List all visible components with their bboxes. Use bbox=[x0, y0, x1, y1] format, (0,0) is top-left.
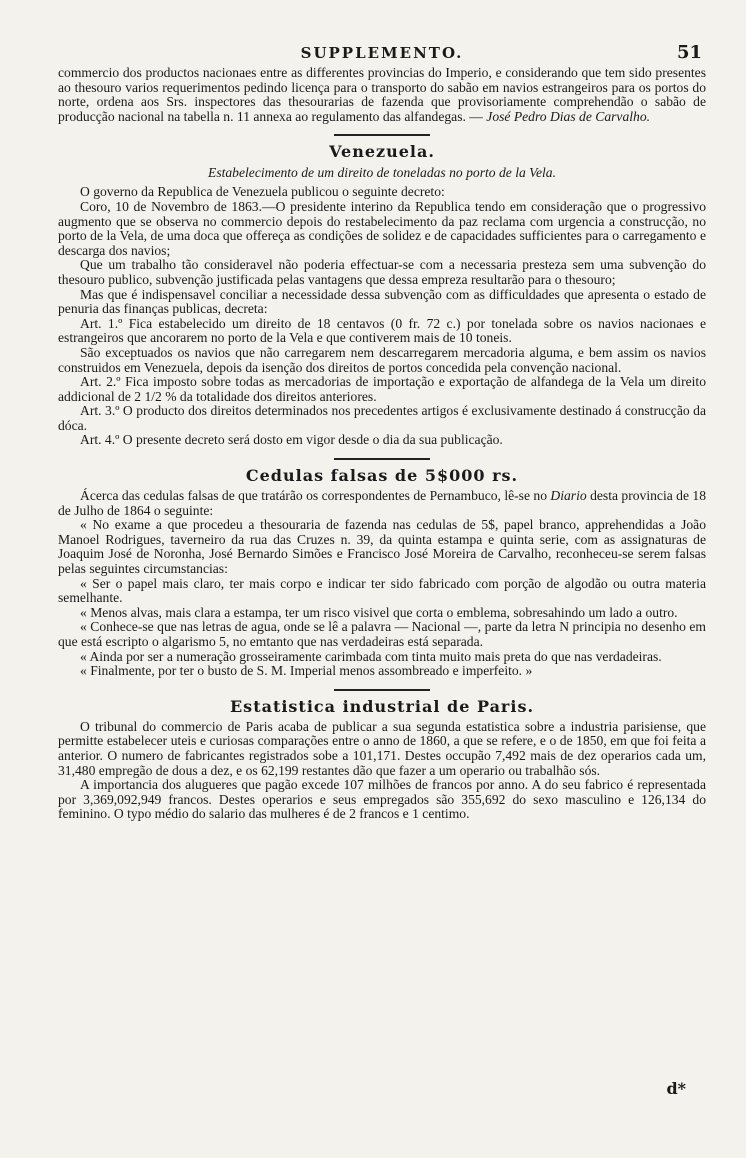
venezuela-article: Art. 3.º O producto dos direitos determinados nos precedentes artigos é exclusivamente destinado á construcção da dóca. bbox=[58, 403, 706, 433]
cedulas-paragraph: « Ainda por ser a numeração grosseiramente carimbada com tinta muito mais preta do que nas verdadeiras. bbox=[80, 648, 662, 664]
cedulas-paragraph: « Conhece-se que nas letras de agua, onde se lê a palavra — Nacional —, parte da letra N principia no desenho em que está escripto o algarismo 5, no emtanto que nas verdadeiras está separada. bbox=[58, 619, 706, 649]
estatistica-paragraph: A importancia dos alugueres que pagão excede 107 milhões de francos por anno. A do seu fabrico é representada por 3,369,092,949 francos. Destes operarios e seus empregados são 355,692 do sexo masculino e 126,134 do feminino. O typo médio do salario das mulheres é de 2 francos e 1 centimo. bbox=[58, 777, 706, 822]
signature-mark: d* bbox=[666, 1079, 686, 1098]
venezuela-title: Venezuela. bbox=[329, 142, 435, 162]
cedulas-intro-before: Ácerca das cedulas falsas de que tratárão os correspondentes de Pernambuco, lê-se no bbox=[80, 488, 547, 504]
venezuela-paragraph: O governo da Republica de Venezuela publicou o seguinte decreto: bbox=[80, 184, 445, 200]
section-divider bbox=[334, 689, 430, 691]
cedulas-paragraph: « Menos alvas, mais clara a estampa, ter um risco visivel que corta o emblema, sobresahindo um lado a outro. bbox=[80, 604, 678, 620]
running-header bbox=[58, 44, 706, 66]
venezuela-paragraph: Que um trabalho tão consideravel não poderia effectuar-se com a necessaria presteza sem uma subvenção do thesouro publico, subvenção justificada pelas vantagens que dessa empreza resultarão para o thesouro; bbox=[58, 257, 706, 287]
cedulas-paragraph: « Finalmente, por ter o busto de S. M. Imperial menos assombreado e imperfeito. » bbox=[80, 663, 533, 679]
cedulas-paragraph: « No exame a que procedeu a thesouraria de fazenda nas cedulas de 5$, papel branco, apprehendidas a João Manoel Rodrigues, taverneiro da rua das Cruzes n. 39, da quinta estampa e quinta serie, com as assignaturas de Joaquim José de Noronha, José Bernardo Simões e Francisco José Moreira de Carvalho, reconheceu-se serem falsas pelas seguintes circumstancias: bbox=[58, 517, 706, 577]
diario-title: Diario bbox=[550, 488, 587, 504]
venezuela-paragraph: Mas que é indispensavel conciliar a necessidade dessa subvenção com as difficuldades que apresenta o estado de penuria das finanças publicas, decreta: bbox=[58, 286, 706, 317]
cedulas-paragraph: « Ser o papel mais claro, ter mais corpo e indicar ter sido fabricado com porção de algodão ou outra materia semelhante. bbox=[58, 575, 706, 606]
venezuela-subtitle: Estabelecimento de um direito de toneladas no porto de la Vela. bbox=[208, 165, 556, 181]
venezuela-article: Art. 1.º Fica estabelecido um direito de 18 centavos (0 fr. 72 c.) por tonelada sobre os navios nacionaes e estrangeiros que ancorarem no porto de la Vela e que contiverem mais de 10 toneis. bbox=[58, 315, 706, 346]
venezuela-article: Art. 4.º O presente decreto será dosto em vigor desde o dia da sua publicação. bbox=[80, 432, 503, 448]
intro-text: commercio dos productos nacionaes entre as differentes provincias do Imperio, e considerando que tem sido presentes ao thesouro varios requerimentos pedindo licença para o transporto do sabão em navios estrangeiros para os portos do norte, ordena aos Srs. inspectores das thesourarias de fazenda que provisoriamente comprehendão o sabão de producção nacional na tabella n. 11 annexa ao regulamento das alfandegas. — bbox=[58, 65, 706, 124]
cedulas-title: Cedulas falsas de 5$000 rs. bbox=[245, 466, 519, 486]
page-number: 51 bbox=[676, 42, 702, 63]
intro-author: José Pedro Dias de Carvalho. bbox=[486, 108, 651, 124]
cedulas-intro bbox=[58, 489, 706, 518]
estatistica-paragraph: O tribunal do commercio de Paris acaba de publicar a sua segunda estatistica sobre a industria parisiense, que permitte estabelecer uteis e curiosas comparações entre o anno de 1860, a que se refere, e o de 1850, em que foi feita a anterior. O numero de fabricantes registrados sobe a 101,171. Destes occupão 7,492 mais de dez operarios cada um, 31,480 empregão de dous a dez, e os 62,199 restantes dão que fazer a um operario ou trabalhão sós. bbox=[58, 718, 706, 778]
venezuela-paragraph: Coro, 10 de Novembro de 1863.—O presidente interino da Republica tendo em consideração que o progressivo augmento que se observa no commercio depois do restabelecimento da paz reclama com urgencia a construcção, no porto de la Vela, de uma doca que offereça as condições de solidez e de capacidades sufficientes para o carregamento e descarga dos navios; bbox=[58, 198, 706, 258]
section-divider bbox=[334, 458, 430, 460]
section-estatistica bbox=[58, 697, 706, 822]
section-divider bbox=[334, 134, 430, 136]
section-venezuela bbox=[58, 142, 706, 448]
intro-paragraph bbox=[58, 66, 706, 124]
venezuela-paragraph: São exceptuados os navios que não carregarem nem descarregarem mercadoria alguma, e bem assim os navios construidos em Venezuela, depois da isenção dos direitos de portos concedida pela convenção nacional. bbox=[58, 344, 706, 375]
section-cedulas bbox=[58, 466, 706, 679]
cedulas-intro-after: desta provincia de 18 de Julho de 1864 o seguinte: bbox=[58, 488, 706, 518]
venezuela-article: Art. 2.º Fica imposto sobre todas as mercadorias de importação e exportação de alfandega de la Vela um direito addicional de 2 1/2 % da totalidade dos direitos anteriores. bbox=[58, 374, 706, 404]
estatistica-title: Estatistica industrial de Paris. bbox=[229, 696, 535, 716]
running-title: SUPPLEMENTO. bbox=[300, 44, 464, 62]
